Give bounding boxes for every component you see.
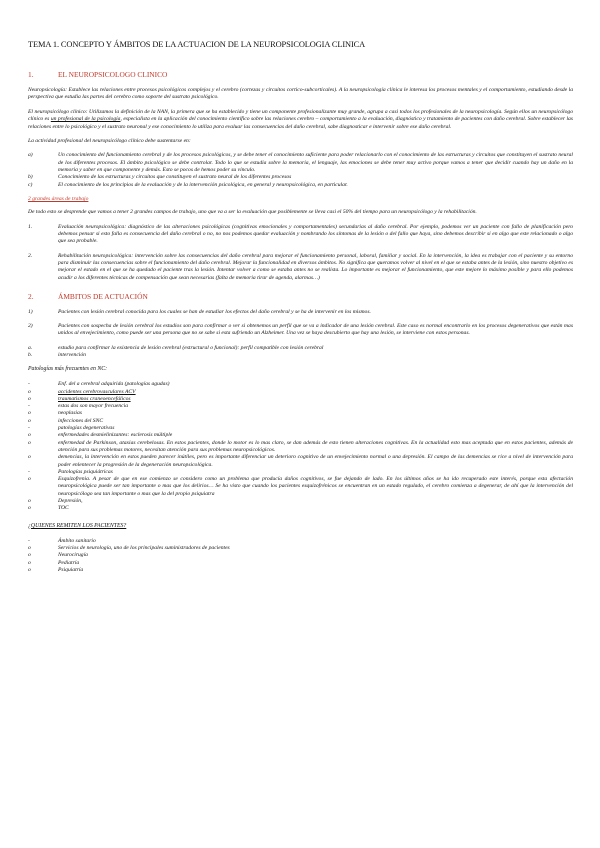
page-title: TEMA 1. CONCEPTO Y ÁMBITOS DE LA ACTUACION DE LA NEUROPSICOLOGIA CLINICA: [28, 40, 366, 49]
list-patologias: [28, 381, 573, 512]
list-item: [28, 352, 573, 359]
list-marker: -: [28, 468, 30, 475]
list-item: [28, 174, 573, 181]
list-text: traumatismos craneoencefálicos: [58, 395, 131, 402]
paragraph-neuropsicologo-clinico: [28, 109, 573, 131]
list-item: [28, 498, 573, 505]
list-text: patologías degenerativas: [58, 425, 115, 432]
list-marker: -: [28, 403, 30, 410]
list-text: demencias, la intervención en estos pueden parecer inútiles, pero es importante diferenciar un deterioro cognitivo de un envejecimiento normal o una depresión. El campo de las demencias se rice a nivel de intervención para poder enlentecer la progresión de la degeneración neuropsicológica.: [58, 454, 573, 468]
list-item: [28, 381, 573, 388]
list-text: Ámbito sanitario: [58, 537, 96, 544]
list-text: Patologías psiquiátricas: [58, 468, 113, 475]
list-marker: o: [28, 395, 31, 402]
subheading-patologias: Patologías más frecuentes en NC:: [28, 366, 107, 373]
list-item: [28, 454, 573, 469]
subheading-areas: 2 grandes áreas de trabajo: [28, 195, 89, 202]
text-run: , especialista en la aplicación del conocimiento científico sobre las relaciones cerebro – comportamiento a la evaluación, diagnóstico y tratamiento de pacientes con daño cerebral. Sobre establecer las relaciones entre lo psicológico y el sustrato neuronal y ese conocimiento lo utiliza para evaluar las consecuencias del daño cerebral, sabe diagnosticar e intervenir sobre ese daño cerebral.: [28, 116, 573, 130]
paragraph-areas: De todo esto se desprende que vamos a tener 2 grandes campos de trabajo, uno que va a ser la evaluación que posiblemente se lleva casi el 50% del tiempo para un neuropsicólogo y la rehabilitación.: [28, 209, 477, 216]
list-item: [28, 560, 573, 567]
list-item: [28, 389, 573, 396]
underlined-text: un profesional de la psicología: [50, 116, 121, 123]
list-text: enfermedades desmielinizantes: esclerosis múltiple: [58, 432, 173, 439]
list-text: Servicios de neurología, uno de los principales suministradores de pacientes: [58, 544, 230, 551]
list-text: accidentes cerebrovasculares ACV: [58, 388, 136, 395]
list-item-sospecha-lesion: [28, 323, 573, 338]
list-text: infecciones del SNC: [58, 417, 104, 424]
list-item: [28, 432, 573, 439]
list-item: [28, 410, 573, 417]
list-marker: o: [28, 417, 31, 424]
list-item: [28, 403, 573, 410]
paragraph-actividad: La actividad profesional del neuropsicólogo clínico debe sustentarse en:: [28, 138, 191, 145]
list-item: [28, 476, 573, 498]
list-text: estas dos son mayor frecuencia: [58, 403, 129, 410]
list-item: [28, 182, 573, 189]
list-item-rehabilitacion: [28, 253, 573, 282]
list-text: intervención: [58, 352, 86, 358]
list-text: TOC: [58, 505, 69, 512]
list-marker: o: [28, 544, 31, 551]
list-text: Conocimiento de las estructuras y circuitos que constituyen el sustrato neural de los diferentes procesos: [58, 174, 292, 181]
list-marker: o: [28, 388, 31, 395]
list-marker: 1.: [28, 223, 33, 230]
list-marker: 1): [28, 308, 33, 315]
list-text: Enf. del a cerebral adquirida (patologías agudas): [58, 381, 170, 388]
list-item-evaluacion: [28, 224, 573, 246]
section-title: ÁMBITOS DE ACTUACIÓN: [58, 291, 148, 301]
list-text: Evaluación neuropsicológica: diagnóstico de las alteraciones psicológicas (cognitivas emocionales y comportamentales) secundarias al daño cerebral. Por ejemplo, podemos ver un paciente con fallo de planificación pero debemos pensar si esto falla es consecuencia del daño cerebral o no, no nos podemos quedar evaluación y nombrando los síntomas de la lesión o del fallo que haya, sino debemos describir si en algo que este relacionado o algo que sea probable.: [58, 223, 573, 245]
list-text: Un conocimiento del funcionamiento cerebral y de los procesos psicológicos, y se debe tener el conocimiento suficiente para poder relacionarlo con el conocimiento de las estructuras y circuitos que constituyen el sustrato neural de los diferentes procesos. El ámbito psicológico se debe controlar. Todo lo que se estudia sobre la memoria, el lenguaje, las emociones se debe tener muy activo porque vamos a tener que decidir cuando hay un daño en la memoria y saber en que componente y demás. Esto se pocos de hemos poder su vínculo.: [58, 152, 573, 174]
list-marker: -: [28, 425, 30, 432]
list-marker: o: [28, 476, 31, 483]
list-marker: 2): [28, 323, 33, 330]
list-item-lesion-conocida: [28, 309, 573, 316]
paragraph-neuropsicologia: Neuropsicología: Establece las relaciones entre procesos psicológicos complejos y el cerebro (cortezas y circuitos cortico-subcorticales). A la neuropsicología clínica le interesa los procesos mentales y el comportamiento, estudiando desde la perspectiva que estudia las partes del cerebro como soporte del sustrato psicológico.: [28, 87, 573, 101]
list-sustento: [28, 152, 573, 188]
section-heading-ambitos: [28, 292, 573, 301]
list-text: estudio para confirmar la existencia de lesión cerebral (estructural o funcional): perfil compatible con lesión cerebral: [58, 344, 324, 351]
list-marker: o: [28, 432, 31, 439]
list-marker: o: [28, 566, 31, 573]
list-item: [28, 552, 573, 559]
text-run: El neuropsicólogo clínico: Utilizamos la definición de la NAN, la primera que se ha establecido y tiene un componente profesionalizante muy grande, agrupa a casi todos los profesionales de la neuropsicología. Según ellos un neuropsicólogo clínico es: [28, 108, 573, 123]
list-marker: -: [28, 381, 30, 388]
list-text: Pediatría: [58, 559, 80, 566]
list-text: Rehabilitación neuropsicológica: intervención sobre las consecuencias del daño cerebral para mejorar el funcionamiento personal, laboral, familiar y social. En la intervención, la idea es trabajar con el paciente y su entorno para disminuir las consecuencias sobre el funcionamiento del daño cerebral. Mejorar la funcionalidad en diversos ámbitos. No significa que queramos volver al nivel en el que se estaba antes de la lesión, sino nuestro objetivo es mejorar el estado en el que se ha quedado el paciente tras la lesión. Intentar volver a como se estaba antes no se realista. Lo importante es mejorar el funcionamiento, que este mejore lo máximo posible y para ello podemos acudir a los diferentes técnicas de compensación que sean necesarias (falta de memoria tirar de agenda, alarmas…): [58, 252, 573, 281]
list-item: [28, 440, 573, 455]
list-marker: o: [28, 410, 31, 417]
list-text: Depresión,: [58, 498, 83, 505]
list-text: Pacientes con sospecha de lesión cerebral los estudios son para confirmar o ver si obtenemos un perfil que se va a indicador de una lesión cerebral. Este caso es normal encontrarlo en los procesos degenerativos que están mas unidos al envejecimiento, como puede ser una persona que no se sabe si esta sufriendo un Alzheimer. Una vez se haya descubierto que hay una lesión, se interviene con estos personas.: [58, 323, 573, 337]
list-remiten: [28, 538, 573, 574]
list-text: Pacientes con lesión cerebral conocida para los cuales se han de estudiar los efectos del daño cerebral y se ha de intervenir en los mismos.: [58, 308, 371, 315]
list-marker: b.: [28, 352, 33, 358]
list-marker: o: [28, 505, 31, 512]
section-title: EL NEUROPSICOLOGO CLINICO: [58, 70, 168, 79]
list-item: [28, 538, 573, 545]
list-text: enfermedad de Parkinson, ataxias cerebelosas. En estos pacientes, donde lo motor es lo mas claro, se dan además de esto tienen alteraciones cognitivas. En la actualidad esto mas aceptada que en estos pacientes, además de atención para sus problemas motores, necesitan atención para sus problemas neuropsicológicos.: [58, 439, 573, 453]
list-item: [28, 152, 573, 174]
list-text: Neurocirugía: [58, 552, 88, 559]
list-marker: o: [28, 454, 31, 461]
list-item: [28, 505, 573, 512]
list-marker: o: [28, 552, 31, 559]
list-item: [28, 345, 573, 352]
list-marker: a.: [28, 344, 33, 351]
list-marker: o: [28, 439, 31, 446]
list-marker: 2.: [28, 252, 33, 259]
list-text: neoplasias: [58, 410, 82, 417]
list-marker: c): [28, 181, 33, 188]
list-item: [28, 418, 573, 425]
list-marker: -: [28, 537, 30, 544]
list-item: [28, 545, 573, 552]
subheading-remiten: ¿QUIENES REMITEN LOS PACIENTES?: [28, 522, 127, 529]
list-marker: b): [28, 174, 33, 181]
section-number: 2.: [28, 291, 34, 301]
list-item: [28, 567, 573, 574]
list-text: El conocimiento de los principios de la evaluación y de la intervención psicológica, en general y neuropsicológica, en particular.: [58, 181, 348, 188]
list-text: Psiquiatría: [58, 566, 84, 573]
section-heading-neuropsicologo: [28, 70, 573, 79]
list-marker: o: [28, 498, 31, 505]
section-number: 1.: [28, 70, 34, 79]
list-marker: o: [28, 559, 31, 566]
list-text: Esquizofrenia. A pesar de que en ese comienzo se considero como un problema que producía daños cognitivos, se fue dejando de lado. En los últimos años se ha ido recuperado este interés, porque esta afectación neuropsicológica puede ser tan importante o mas que los delirios… Se ha visto que cuando los pacientes esquizofrénicos se encuentran en un estado regulado, el cerebro comienza a degenerar, de ahí que la intervención del neuropsicólogo sea tan importante o mas que la del propio psiquiatra: [58, 476, 573, 497]
list-marker: a): [28, 152, 33, 159]
